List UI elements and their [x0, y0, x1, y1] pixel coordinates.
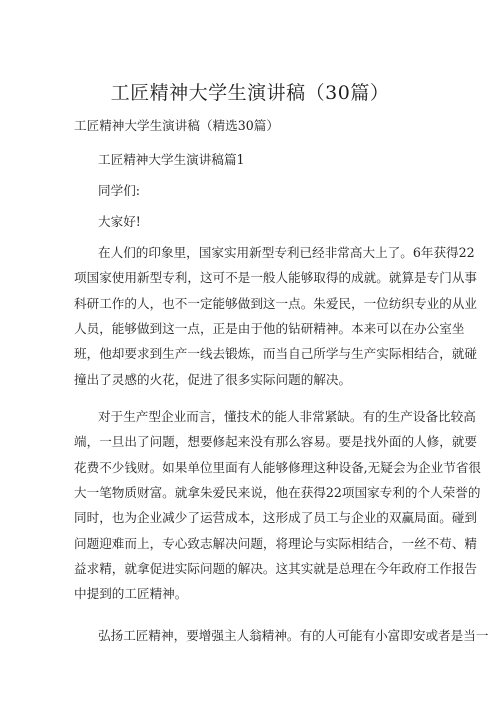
- document-subtitle: 工匠精神大学生演讲稿（精选30篇）: [74, 118, 279, 133]
- paragraph-line: 花费不少钱财。如果单位里面有人能够修理这种设备,无疑会为企业节省很: [74, 460, 482, 475]
- paragraph-line: 端，一旦出了问题，想要修起来没有那么容易。要是找外面的人修，就要: [74, 434, 477, 449]
- paragraph-line: 科研工作的人，也不一定能够做到这一点。朱爱民，一位纺织专业的从业: [74, 296, 477, 311]
- greeting: 大家好!: [98, 214, 141, 229]
- paragraph-line: 益求精，就拿促进实际问题的解决。这其实就是总理在今年政府工作报告: [74, 561, 477, 576]
- paragraph-line: 在人们的印象里，国家实用新型专利已经非常高大上了。6年获得22: [98, 245, 475, 260]
- paragraph-line: 问题迎难而上，专心致志解决问题，将理论与实际相结合，一丝不苟、精: [74, 536, 477, 551]
- paragraph-line: 同时，也为企业减少了运营成本，这形成了员工与企业的双赢局面。碰到: [74, 510, 477, 525]
- salutation: 同学们:: [98, 183, 141, 198]
- document-title: 工匠精神大学生演讲稿（30篇）: [110, 82, 390, 104]
- paragraph-line: 中提到的工匠精神。: [74, 586, 188, 601]
- paragraph-line: 撞出了灵感的火花，促进了很多实际问题的解决。: [74, 372, 352, 387]
- paragraph-line: 对于生产型企业而言，懂技术的能人非常紧缺。有的生产设备比较高: [98, 409, 476, 424]
- paragraph-line: 班，他却要求到生产一线去锻炼，而当自己所学与生产实际相结合，就碰: [74, 346, 477, 361]
- section-heading: 工匠精神大学生演讲稿篇1: [98, 152, 245, 167]
- paragraph-line: 弘扬工匠精神，要增强主人翁精神。有的人可能有小富即安或者是当一: [98, 628, 489, 643]
- paragraph-line: 项国家使用新型专利，这可不是一般人能够取得的成就。就算是专门从事: [74, 270, 477, 285]
- paragraph-line: 大一笔物质财富。就拿朱爱民来说，他在获得22项国家专利的个人荣誉的: [74, 485, 481, 500]
- paragraph-line: 人员，能够做到这一点，正是由于他的钻研精神。本来可以在办公室坐: [74, 321, 465, 336]
